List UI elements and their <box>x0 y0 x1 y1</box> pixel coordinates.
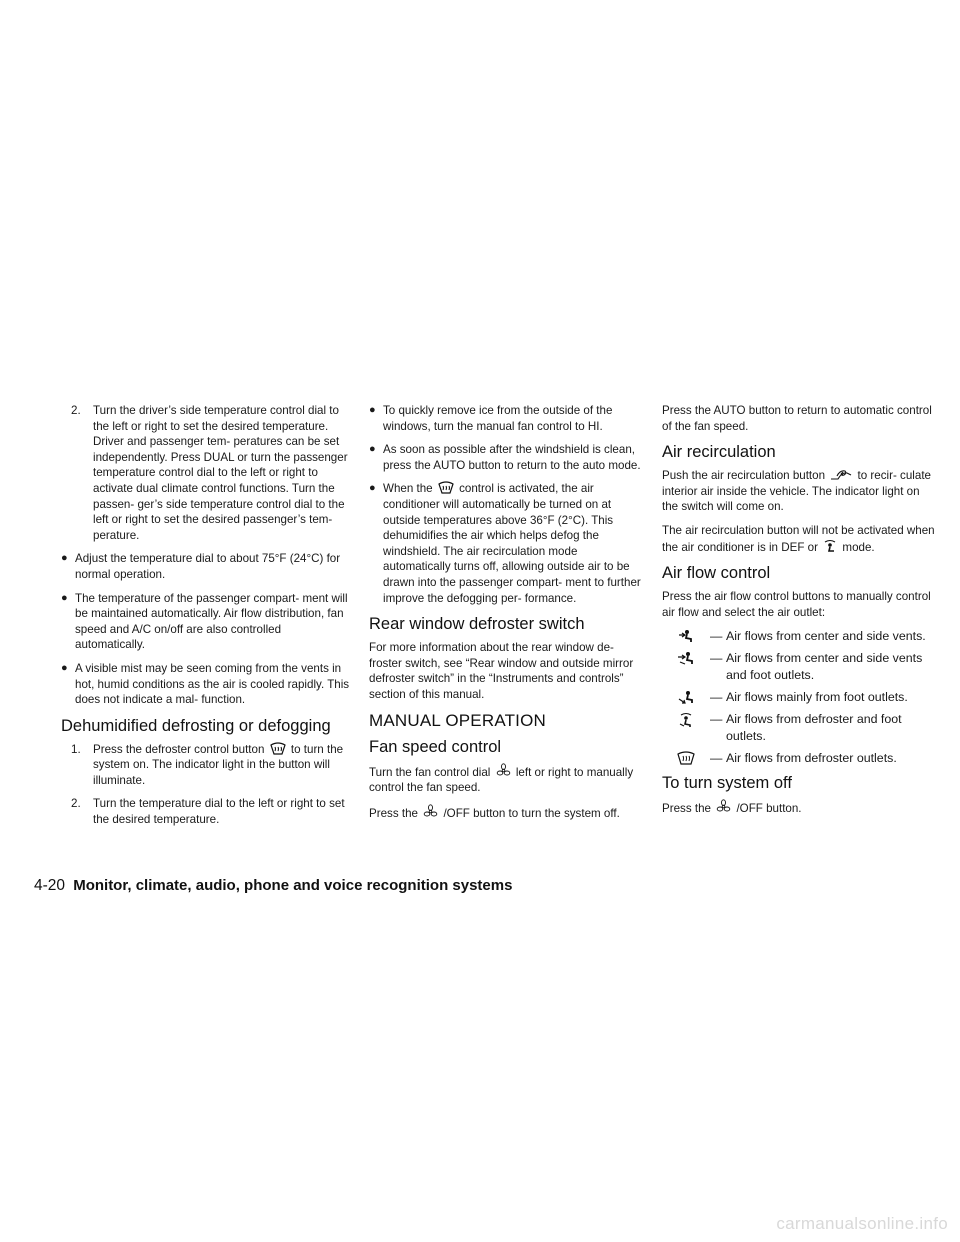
foot-mode-icon <box>662 689 710 706</box>
air-flow-text: Air flows from center and side vents and foot outlets. <box>726 651 923 683</box>
foot-defrost-mode-icon <box>823 539 837 553</box>
paragraph: The air recirculation button will not be activated when the air conditioner is in DEF or mode. <box>662 523 935 554</box>
bullet-text: When the <box>383 482 433 496</box>
bullet-glyph: ● <box>61 552 68 565</box>
step-text: Press the defroster control button <box>93 742 265 756</box>
bullet-text: As soon as possible after the windshield is clean, press the AUTO button to return to the auto mode. <box>383 443 641 472</box>
step-text: to turn the system on. The indicator light in the button will illuminate. <box>93 742 344 787</box>
bullet-item <box>61 661 351 708</box>
fan-icon <box>423 804 438 819</box>
bullet-glyph: ● <box>369 443 376 456</box>
air-flow-text: Air flows from defroster outlets. <box>726 751 897 766</box>
air-flow-item-foot: — Air flows mainly from foot outlets. <box>662 689 935 706</box>
paragraph: Press the /OFF button to turn the system off. <box>369 804 641 822</box>
page-number: 4-20 <box>34 877 66 894</box>
bi-level-mode-icon <box>662 650 710 684</box>
bullet-glyph: ● <box>61 661 68 674</box>
fan-icon <box>496 763 511 778</box>
vent-mode-icon <box>662 628 710 645</box>
section-heading-air-recirculation: Air recirculation <box>662 443 776 462</box>
bullet-item <box>61 551 351 582</box>
defrost-mode-icon <box>662 750 710 767</box>
foot-defrost-mode-icon <box>662 711 710 745</box>
step-number: 1. <box>71 742 81 756</box>
section-heading-manual-operation: MANUAL OPERATION <box>369 710 547 730</box>
air-flow-text: Air flows from defroster and foot outlets. <box>726 712 902 744</box>
step-number: 2. <box>71 797 81 811</box>
bullet-text: control is activated, the air conditioner will automatically be turned on at outside temperatures above 36°F (2°C). This dehumidifies the air which helps defog the windshield. The air recirculation mode automatically turns off, allowing outside air to be drawn into the passenger compart- ment to further improve the defogging per- formance. <box>383 482 641 605</box>
bullet-text: A visible mist may be seen coming from the vents in hot, humid conditions as the air is cooled rapidly. This does not indicate a mal- function. <box>75 661 350 707</box>
bullet-text: The temperature of the passenger compart- ment will be maintained automatically. Air flow distribution, fan speed and A/C on/off are also controlled automatically. <box>75 591 348 652</box>
air-flow-text: Air flows mainly from foot outlets. <box>726 690 908 705</box>
paragraph: Turn the fan control dial left or right to manually control the fan speed. <box>369 763 641 796</box>
column-right <box>662 403 935 825</box>
paragraph: Press the /OFF button. <box>662 799 935 817</box>
defog-step-1 <box>61 742 351 789</box>
air-flow-item-defrost: — Air flows from defroster outlets. <box>662 750 935 767</box>
paragraph: Press the air flow control buttons to manually control air flow and select the air outlet: <box>662 590 931 619</box>
chapter-title: Monitor, climate, audio, phone and voice recognition systems <box>73 877 513 894</box>
bullet-item <box>61 591 351 653</box>
bullet-glyph: ● <box>369 404 376 416</box>
paragraph: For more information about the rear window de- froster switch, see “Rear window and outside mirror defroster switch” in the “Instruments and controls” section of this manual. <box>369 641 634 701</box>
paragraph: Press the AUTO button to return to automatic control of the fan speed. <box>662 404 932 433</box>
section-heading-rear-defroster: Rear window defroster switch <box>369 615 585 634</box>
bullet-text: To quickly remove ice from the outside of the windows, turn the manual fan control to HI. <box>383 404 613 433</box>
step-text: Turn the temperature dial to the left or right to set the desired temperature. <box>93 797 345 827</box>
bullet-glyph: ● <box>61 591 68 604</box>
air-flow-item-vent: — Air flows from center and side vents. <box>662 628 935 645</box>
defrost-icon <box>438 481 454 494</box>
step-2-temperature <box>61 403 351 543</box>
section-heading-defogging: Dehumidified defrosting or defogging <box>61 716 331 735</box>
step-text: Turn the driver’s side temperature control dial to the left or right to set the desired temperature. Driver and passenger tem- peratures can be set independently. Press DUAL or turn the passenger temperature control dial to the left or right to activate dual climate control functions. Turn the passen- ger’s side temperature control dial to the left or right to set the desired passenger’s tem- perature. <box>93 404 348 542</box>
bullet-text: Adjust the temperature dial to about 75°F (24°C) for normal operation. <box>75 552 341 581</box>
section-heading-fan-speed: Fan speed control <box>369 737 502 756</box>
page-footer <box>34 877 934 895</box>
recirculation-icon <box>830 469 852 481</box>
air-flow-text: Air flows from center and side vents. <box>726 629 926 644</box>
paragraph: Push the air recirculation button to recir- culate interior air inside the vehicle. The indicator light on the switch will come on. <box>662 469 931 514</box>
defrost-icon <box>270 742 286 755</box>
bullet-item <box>369 403 641 434</box>
fan-icon <box>716 799 731 814</box>
air-flow-item-bi-level: — Air flows from center and side vents and foot outlets. <box>662 650 935 684</box>
air-flow-item-foot-defrost: — Air flows from defroster and foot outlets. <box>662 711 935 745</box>
watermark: carmanualsonline.info <box>776 1214 948 1233</box>
defog-step-2 <box>61 796 351 827</box>
bullet-item <box>369 481 641 606</box>
bullet-glyph: ● <box>369 482 376 495</box>
bullet-item <box>369 442 641 473</box>
section-heading-turn-off: To turn system off <box>662 774 792 793</box>
column-left <box>61 403 351 836</box>
step-number: 2. <box>71 404 81 417</box>
section-heading-air-flow: Air flow control <box>662 564 771 583</box>
column-middle <box>369 403 641 829</box>
